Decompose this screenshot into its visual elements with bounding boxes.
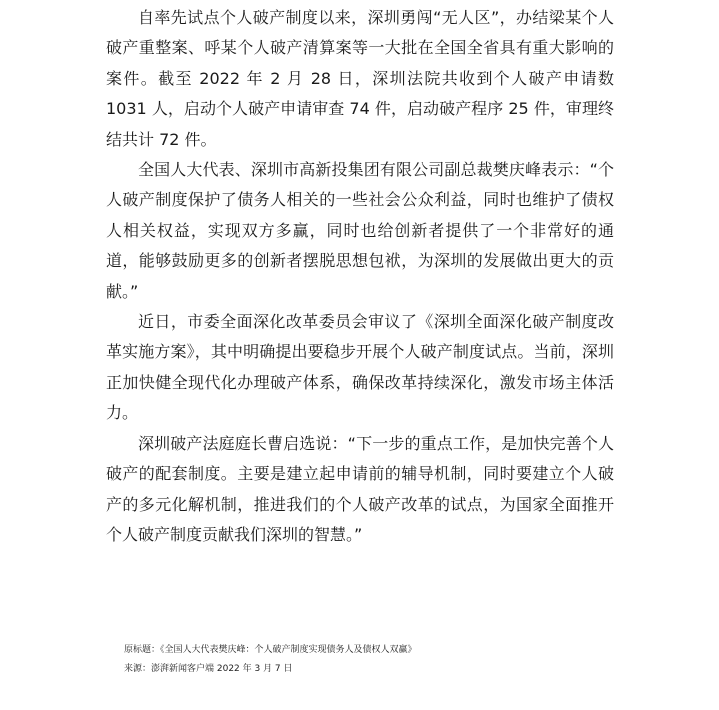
article-footer (124, 641, 604, 679)
article-body (106, 3, 614, 550)
paragraph-deputy-quote: 全国人大代表、深圳市高新投集团有限公司副总裁樊庆峰表示：“个人破产制度保护了债务人相关的一些社会公众利益，同时也维护了债权人相关权益，实现双方多赢，同时也给创新者提供了一个非常好的通道，能够鼓励更多的创新者摆脱思想包袱，为深圳的发展做出更大的贡献。” (106, 160, 614, 301)
source-note: 来源：澎湃新闻客户端 2022 年 3 月 7 日 (124, 664, 293, 674)
paragraph-reform-plan: 近日，市委全面深化改革委员会审议了《深圳全面深化破产制度改革实施方案》，其中明确提出要稳步开展个人破产制度试点。当前，深圳正加快健全现代化办理破产体系，确保改革持续深化，激发市场主体活力。 (106, 312, 614, 423)
original-title-note: 原标题：《全国人大代表樊庆峰：个人破产制度实现债务人及债权人双赢》 (124, 645, 417, 655)
paragraph-court-quote: 深圳破产法庭庭长曹启选说：“下一步的重点工作，是加快完善个人破产的配套制度。主要是建立起申请前的辅导机制，同时要建立个人破产的多元化解机制，推进我们的个人破产改革的试点，为国家全面推开个人破产制度贡献我们深圳的智慧。” (106, 433, 614, 544)
paragraph-bankruptcy-cases: 自率先试点个人破产制度以来，深圳勇闯“无人区”，办结梁某个人破产重整案、呼某个人破产清算案等一大批在全国全省具有重大影响的案件。截至 2022 年 2 月 28 日，深圳法院共收到个人破产申请数 1031 人，启动个人破产申请审查 74 件，启动破产程序 25 件，审理终结共计 72 件。 (106, 8, 614, 149)
